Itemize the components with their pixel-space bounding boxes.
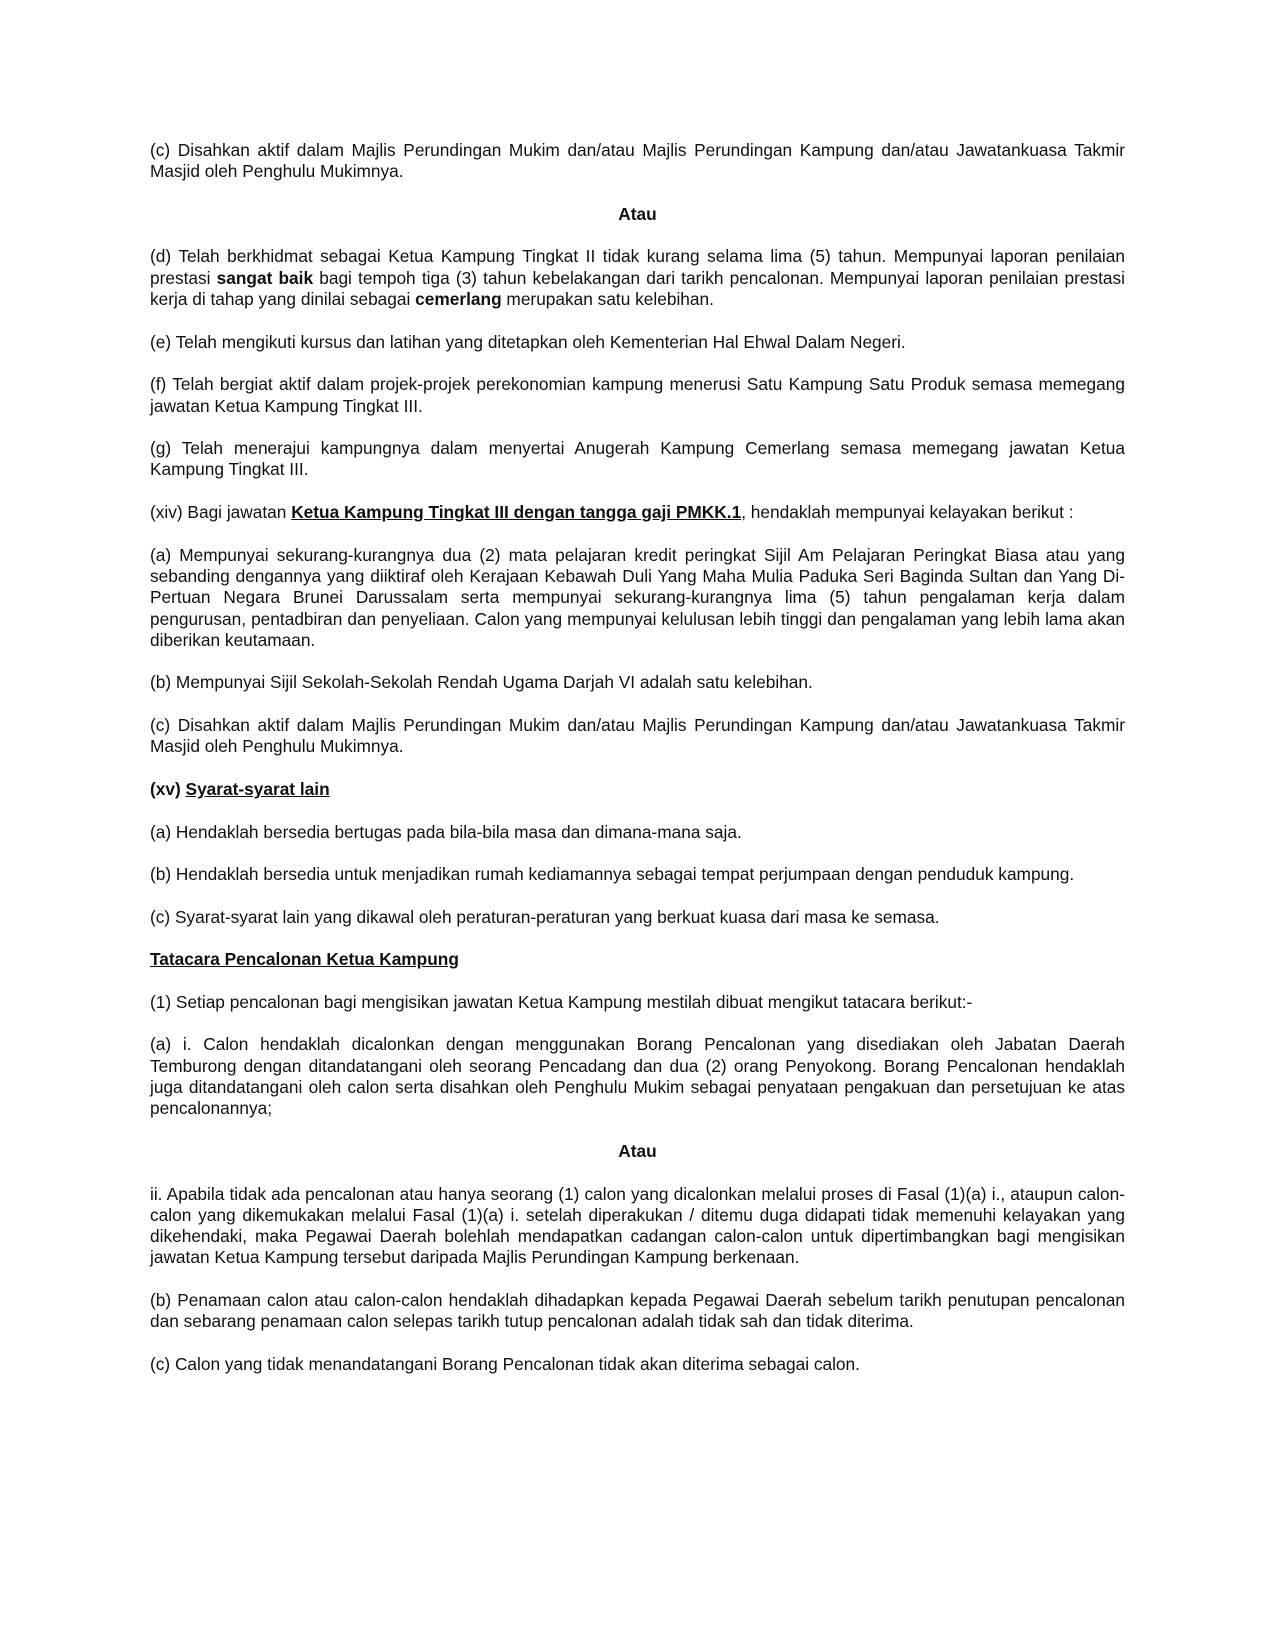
tatacara-title: Tatacara Pencalonan Ketua Kampung xyxy=(150,949,459,970)
xiv-post: , hendaklah mempunyai kelayakan berikut : xyxy=(741,502,1074,523)
heading-atau-2: Atau xyxy=(618,1140,657,1161)
paragraph-tatacara-ii: ii. Apabila tidak ada pencalonan atau hanya seorang (1) calon yang dicalonkan melalui proses di Fasal (1)(a) i., ataupun calon-calon yang dikemukakan melalui Fasal (1)(a) i. setelah diperakukan / ditemu duga didapati tidak memenuhi kelayakan yang dikehendaki, maka Pegawai Daerah bolehlah mendapatkan cadangan calon-calon untuk dipertimbangkan bagi mengisikan jawatan Ketua Kampung tersebut daripada Majlis Perundingan Kampung berkenaan. xyxy=(150,1183,1125,1268)
paragraph-tatacara-c: (c) Calon yang tidak menandatangani Borang Pencalonan tidak akan diterima sebagai calon. xyxy=(150,1353,860,1374)
paragraph-xiv-a: (a) Mempunyai sekurang-kurangnya dua (2) mata pelajaran kredit peringkat Sijil Am Pelajaran Peringkat Biasa atau yang sebanding dengannya yang diiktiraf oleh Kerajaan Kebawah Duli Yang Maha Mulia Paduka Seri Baginda Sultan dan Yang Di-Pertuan Negara Brunei Darussalam serta mempunyai sekurang-kurangnya lima (5) tahun pengalaman kerja dalam pengurusan, pentadbiran dan penyeliaan. Calon yang mempunyai kelulusan lebih tinggi dan pengalaman yang lebih lama akan diberikan keutamaan. xyxy=(150,544,1125,650)
paragraph-f-projek: (f) Telah bergiat aktif dalam projek-projek perekonomian kampung menerusi Satu Kampung Satu Produk semasa memegang jawatan Ketua Kampung Tingkat III. xyxy=(150,374,1125,416)
xv-title: Syarat-syarat lain xyxy=(185,778,330,799)
paragraph-tatacara-a-i: (a) i. Calon hendaklah dicalonkan dengan menggunakan Borang Pencalonan yang disediakan oleh Jabatan Daerah Temburong dengan ditandatangani oleh seorang Pencadang dan dua (2) orang Penyokong. Borang Pencalonan hendaklah juga ditandatangani oleh calon serta disahkan oleh Penghulu Mukim sebagai penyataan pengakuan dan persetujuan ke atas pencalonannya; xyxy=(150,1034,1125,1119)
d-text-2: bagi tempoh tiga (3) tahun kebelakangan dari tarikh pencalonan. Mempunyai laporan penilaian prestasi kerja di tahap yang dinilai sebagai xyxy=(150,267,1125,310)
paragraph-e-kursus: (e) Telah mengikuti kursus dan latihan yang ditetapkan oleh Kementerian Hal Ehwal Dalam Negeri. xyxy=(150,331,906,352)
paragraph-tatacara-b: (b) Penamaan calon atau calon-calon hendaklah dihadapkan kepada Pegawai Daerah sebelum tarikh penutupan pencalonan dan sebarang penamaan calon selepas tarikh tutup pencalonan adalah tidak sah dan tidak diterima. xyxy=(150,1290,1125,1332)
xv-num: (xv) xyxy=(150,778,186,799)
paragraph-xv-b: (b) Hendaklah bersedia untuk menjadikan rumah kediamannya sebagai tempat perjumpaan dengan penduduk kampung. xyxy=(150,864,1075,885)
paragraph-xiv-heading xyxy=(150,502,1125,523)
paragraph-xv-c: (c) Syarat-syarat lain yang dikawal oleh peraturan-peraturan yang berkuat kuasa dari masa ke semasa. xyxy=(150,906,940,927)
d-bold-sangat-baik: sangat baik xyxy=(216,267,314,288)
d-bold-cemerlang: cemerlang xyxy=(415,289,502,310)
document-page xyxy=(150,140,1125,1397)
xiv-pre: (xiv) Bagi jawatan xyxy=(150,502,292,523)
paragraph-c-aktif-1: (c) Disahkan aktif dalam Majlis Perundingan Mukim dan/atau Majlis Perundingan Kampung dan/atau Jawatankuasa Takmir Masjid oleh Penghulu Mukimnya. xyxy=(150,140,1125,182)
section-tatacara-heading xyxy=(150,949,1125,970)
xiv-title: Ketua Kampung Tingkat III dengan tangga gaji PMKK.1 xyxy=(291,502,742,523)
paragraph-xiv-b: (b) Mempunyai Sijil Sekolah-Sekolah Rendah Ugama Darjah VI adalah satu kelebihan. xyxy=(150,672,813,693)
paragraph-xv-a: (a) Hendaklah bersedia bertugas pada bila-bila masa dan dimana-mana saja. xyxy=(150,821,742,842)
paragraph-xiv-c: (c) Disahkan aktif dalam Majlis Perundingan Mukim dan/atau Majlis Perundingan Kampung dan/atau Jawatankuasa Takmir Masjid oleh Penghulu Mukimnya. xyxy=(150,715,1125,757)
d-text-3: merupakan satu kelebihan. xyxy=(501,289,714,310)
paragraph-d-berkhidmat xyxy=(150,246,1125,310)
paragraph-tatacara-1: (1) Setiap pencalonan bagi mengisikan jawatan Ketua Kampung mestilah dibuat mengikut tatacara berikut:- xyxy=(150,991,973,1012)
d-text-1: (d) Telah berkhidmat sebagai Ketua Kampung Tingkat II tidak kurang selama lima (5) tahun. Mempunyai laporan penilaian prestasi xyxy=(150,246,1125,288)
section-xv-heading xyxy=(150,779,1125,800)
heading-atau-1: Atau xyxy=(618,203,657,224)
paragraph-g-anugerah: (g) Telah menerajui kampungnya dalam menyertai Anugerah Kampung Cemerlang semasa memegang jawatan Ketua Kampung Tingkat III. xyxy=(150,438,1125,480)
